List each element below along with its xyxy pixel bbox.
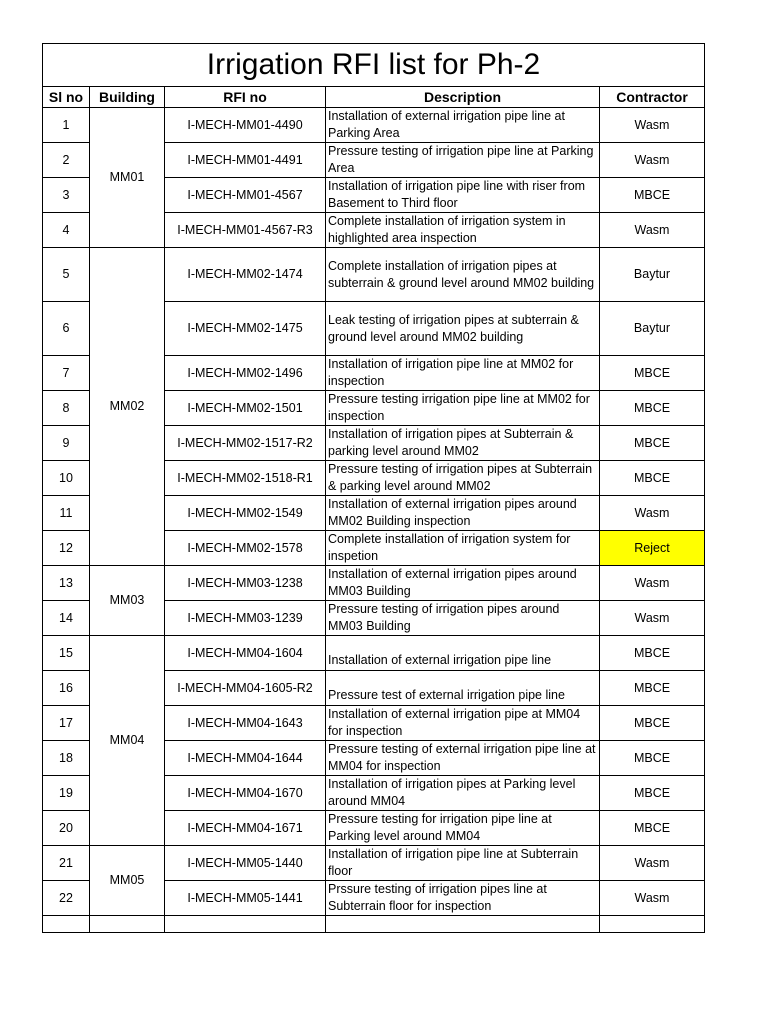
empty-cell xyxy=(43,916,90,933)
sl-no-cell: 5 xyxy=(43,248,90,302)
rfi-no-cell: I-MECH-MM02-1474 xyxy=(165,248,326,302)
contractor-cell: MBCE xyxy=(600,811,705,846)
rfi-no-cell: I-MECH-MM04-1604 xyxy=(165,636,326,671)
rfi-no-cell: I-MECH-MM01-4567 xyxy=(165,178,326,213)
empty-cell xyxy=(600,916,705,933)
description-cell: Pressure testing of irrigation pipe line at Parking Area xyxy=(326,143,600,178)
sl-no-cell: 14 xyxy=(43,601,90,636)
header-building: Building xyxy=(90,87,165,108)
contractor-cell: MBCE xyxy=(600,671,705,706)
rfi-no-cell: I-MECH-MM01-4567-R3 xyxy=(165,213,326,248)
table-row xyxy=(43,636,705,671)
table-row xyxy=(43,248,705,302)
rfi-table xyxy=(42,43,705,933)
description-cell: Prssure testing of irrigation pipes line at Subterrain floor for inspection xyxy=(326,881,600,916)
sl-no-cell: 15 xyxy=(43,636,90,671)
rfi-no-cell: I-MECH-MM01-4490 xyxy=(165,108,326,143)
description-cell: Pressure testing for irrigation pipe line at Parking level around MM04 xyxy=(326,811,600,846)
description-cell: Complete installation of irrigation pipes at subterrain & ground level around MM02 building xyxy=(326,248,600,302)
sl-no-cell: 3 xyxy=(43,178,90,213)
building-cell: MM01 xyxy=(90,108,165,248)
description-cell: Complete installation of irrigation system for inspetion xyxy=(326,531,600,566)
sl-no-cell: 21 xyxy=(43,846,90,881)
description-cell: Pressure test of external irrigation pipe line xyxy=(326,671,600,706)
sheet-title: Irrigation RFI list for Ph-2 xyxy=(43,44,705,87)
sl-no-cell: 16 xyxy=(43,671,90,706)
table-body xyxy=(43,108,705,933)
contractor-cell: MBCE xyxy=(600,356,705,391)
description-cell: Installation of irrigation pipe line at MM02 for inspection xyxy=(326,356,600,391)
sl-no-cell: 10 xyxy=(43,461,90,496)
description-cell: Pressure testing of external irrigation pipe line at MM04 for inspection xyxy=(326,741,600,776)
header-row xyxy=(43,87,705,108)
contractor-cell: Wasm xyxy=(600,881,705,916)
building-cell: MM02 xyxy=(90,248,165,566)
description-cell: Pressure testing of irrigation pipes around MM03 Building xyxy=(326,601,600,636)
rfi-no-cell: I-MECH-MM03-1239 xyxy=(165,601,326,636)
rfi-no-cell: I-MECH-MM04-1643 xyxy=(165,706,326,741)
rfi-no-cell: I-MECH-MM03-1238 xyxy=(165,566,326,601)
empty-cell xyxy=(165,916,326,933)
rfi-no-cell: I-MECH-MM02-1549 xyxy=(165,496,326,531)
sl-no-cell: 11 xyxy=(43,496,90,531)
building-cell: MM03 xyxy=(90,566,165,636)
description-cell: Installation of irrigation pipe line at Subterrain floor xyxy=(326,846,600,881)
contractor-cell: MBCE xyxy=(600,706,705,741)
sl-no-cell: 2 xyxy=(43,143,90,178)
empty-row xyxy=(43,916,705,933)
contractor-cell: Wasm xyxy=(600,846,705,881)
description-cell: Complete installation of irrigation system in highlighted area inspection xyxy=(326,213,600,248)
contractor-cell: Wasm xyxy=(600,213,705,248)
description-cell: Installation of external irrigation pipes around MM02 Building inspection xyxy=(326,496,600,531)
rfi-no-cell: I-MECH-MM02-1578 xyxy=(165,531,326,566)
contractor-cell: Wasm xyxy=(600,566,705,601)
sl-no-cell: 20 xyxy=(43,811,90,846)
building-cell: MM04 xyxy=(90,636,165,846)
description-cell: Installation of external irrigation pipe line at Parking Area xyxy=(326,108,600,143)
rfi-no-cell: I-MECH-MM02-1475 xyxy=(165,302,326,356)
contractor-cell: MBCE xyxy=(600,391,705,426)
sl-no-cell: 4 xyxy=(43,213,90,248)
contractor-cell: MBCE xyxy=(600,636,705,671)
contractor-cell: Wasm xyxy=(600,601,705,636)
description-cell: Installation of external irrigation pipe line xyxy=(326,636,600,671)
description-cell: Installation of external irrigation pipes around MM03 Building xyxy=(326,566,600,601)
contractor-cell: MBCE xyxy=(600,178,705,213)
description-cell: Pressure testing of irrigation pipes at Subterrain & parking level around MM02 xyxy=(326,461,600,496)
header-contractor: Contractor xyxy=(600,87,705,108)
contractor-cell: MBCE xyxy=(600,741,705,776)
sl-no-cell: 19 xyxy=(43,776,90,811)
contractor-cell: MBCE xyxy=(600,776,705,811)
building-cell: MM05 xyxy=(90,846,165,916)
empty-cell xyxy=(90,916,165,933)
sl-no-cell: 8 xyxy=(43,391,90,426)
rfi-no-cell: I-MECH-MM02-1501 xyxy=(165,391,326,426)
contractor-cell: Baytur xyxy=(600,248,705,302)
rfi-no-cell: I-MECH-MM04-1644 xyxy=(165,741,326,776)
contractor-cell: Baytur xyxy=(600,302,705,356)
header-rfi-no: RFI no xyxy=(165,87,326,108)
table-row xyxy=(43,566,705,601)
table-row xyxy=(43,108,705,143)
description-cell: Installation of external irrigation pipe at MM04 for inspection xyxy=(326,706,600,741)
contractor-cell: Wasm xyxy=(600,108,705,143)
header-description: Description xyxy=(326,87,600,108)
rfi-no-cell: I-MECH-MM04-1605-R2 xyxy=(165,671,326,706)
rfi-no-cell: I-MECH-MM05-1440 xyxy=(165,846,326,881)
sl-no-cell: 17 xyxy=(43,706,90,741)
rfi-no-cell: I-MECH-MM05-1441 xyxy=(165,881,326,916)
sl-no-cell: 18 xyxy=(43,741,90,776)
table-row xyxy=(43,846,705,881)
contractor-cell: Reject xyxy=(600,531,705,566)
contractor-cell: MBCE xyxy=(600,426,705,461)
rfi-no-cell: I-MECH-MM01-4491 xyxy=(165,143,326,178)
description-cell: Leak testing of irrigation pipes at subterrain & ground level around MM02 building xyxy=(326,302,600,356)
description-cell: Installation of irrigation pipes at Subterrain & parking level around MM02 xyxy=(326,426,600,461)
contractor-cell: MBCE xyxy=(600,461,705,496)
sl-no-cell: 12 xyxy=(43,531,90,566)
sl-no-cell: 13 xyxy=(43,566,90,601)
sl-no-cell: 7 xyxy=(43,356,90,391)
rfi-no-cell: I-MECH-MM04-1670 xyxy=(165,776,326,811)
rfi-no-cell: I-MECH-MM02-1496 xyxy=(165,356,326,391)
contractor-cell: Wasm xyxy=(600,143,705,178)
description-cell: Installation of irrigation pipes at Parking level around MM04 xyxy=(326,776,600,811)
sl-no-cell: 22 xyxy=(43,881,90,916)
description-cell: Pressure testing irrigation pipe line at MM02 for inspection xyxy=(326,391,600,426)
sl-no-cell: 9 xyxy=(43,426,90,461)
rfi-no-cell: I-MECH-MM02-1518-R1 xyxy=(165,461,326,496)
sl-no-cell: 1 xyxy=(43,108,90,143)
header-sl-no: Sl no xyxy=(43,87,90,108)
rfi-no-cell: I-MECH-MM02-1517-R2 xyxy=(165,426,326,461)
rfi-no-cell: I-MECH-MM04-1671 xyxy=(165,811,326,846)
rfi-sheet xyxy=(42,43,705,933)
sl-no-cell: 6 xyxy=(43,302,90,356)
contractor-cell: Wasm xyxy=(600,496,705,531)
empty-cell xyxy=(326,916,600,933)
description-cell: Installation of irrigation pipe line with riser from Basement to Third floor xyxy=(326,178,600,213)
